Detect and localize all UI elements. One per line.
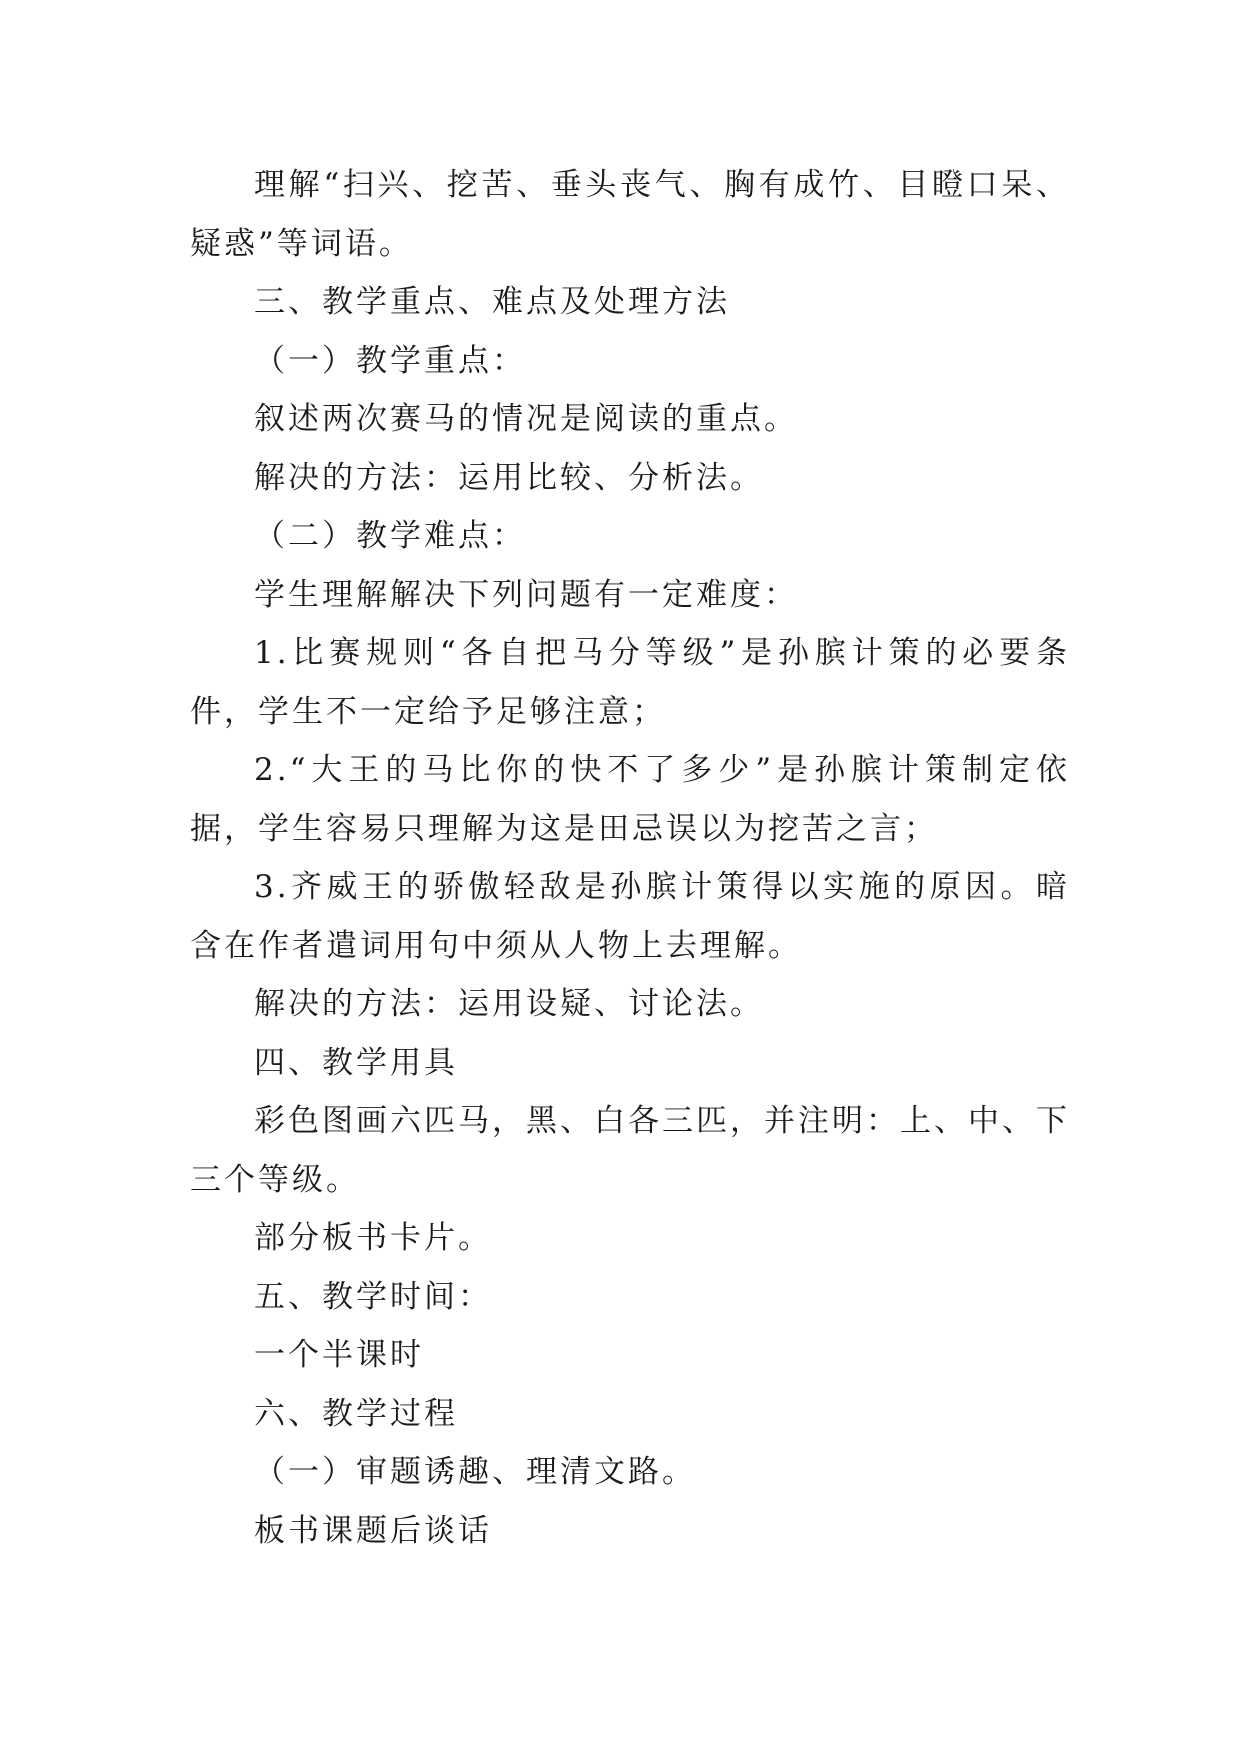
paragraph-difficulty-method: 解决的方法：运用设疑、讨论法。 [254, 986, 764, 1022]
paragraph-focus-method: 解决的方法：运用比较、分析法。 [254, 459, 764, 496]
subheading-teaching-difficulty: （二）教学难点： [254, 518, 526, 554]
heading-teaching-process: 六、教学过程 [254, 1395, 458, 1432]
paragraph-vocabulary: 理解“扫兴、挖苦、垂头丧气、胸有成竹、目瞪口呆、疑惑”等词语。 [190, 167, 1070, 262]
subheading-process-step-1: （一）审题诱趣、理清文路。 [254, 1454, 696, 1490]
heading-teaching-time: 五、教学时间： [254, 1278, 492, 1315]
list-item-difficulty-3: 3.齐威王的骄傲轻敌是孙膑计策得以实施的原因。暗含在作者遣词用句中须从人物上去理解。 [190, 869, 1070, 964]
heading-teaching-tools: 四、教学用具 [254, 1044, 458, 1081]
paragraph-time-value: 一个半课时 [254, 1337, 424, 1373]
paragraph-process-talk: 板书课题后谈话 [254, 1512, 492, 1549]
list-item-difficulty-2: 2.“大王的马比你的快不了多少”是孙膑计策制定依据，学生容易只理解为这是田忌误以为挖苦之言； [190, 752, 1070, 847]
paragraph-difficulty-intro: 学生理解解决下列问题有一定难度： [254, 576, 798, 613]
paragraph-tools-pictures: 彩色图画六匹马，黑、白各三匹，并注明：上、中、下三个等级。 [190, 1103, 1070, 1198]
paragraph-tools-cards: 部分板书卡片。 [254, 1220, 492, 1256]
document-body [190, 156, 1070, 1560]
subheading-teaching-focus: （一）教学重点： [254, 342, 526, 379]
list-item-difficulty-1: 1.比赛规则“各自把马分等级”是孙膑计策的必要条件，学生不一定给予足够注意； [190, 635, 1070, 730]
heading-key-points: 三、教学重点、难点及处理方法 [254, 284, 730, 320]
paragraph-focus-desc: 叙述两次赛马的情况是阅读的重点。 [254, 401, 798, 437]
